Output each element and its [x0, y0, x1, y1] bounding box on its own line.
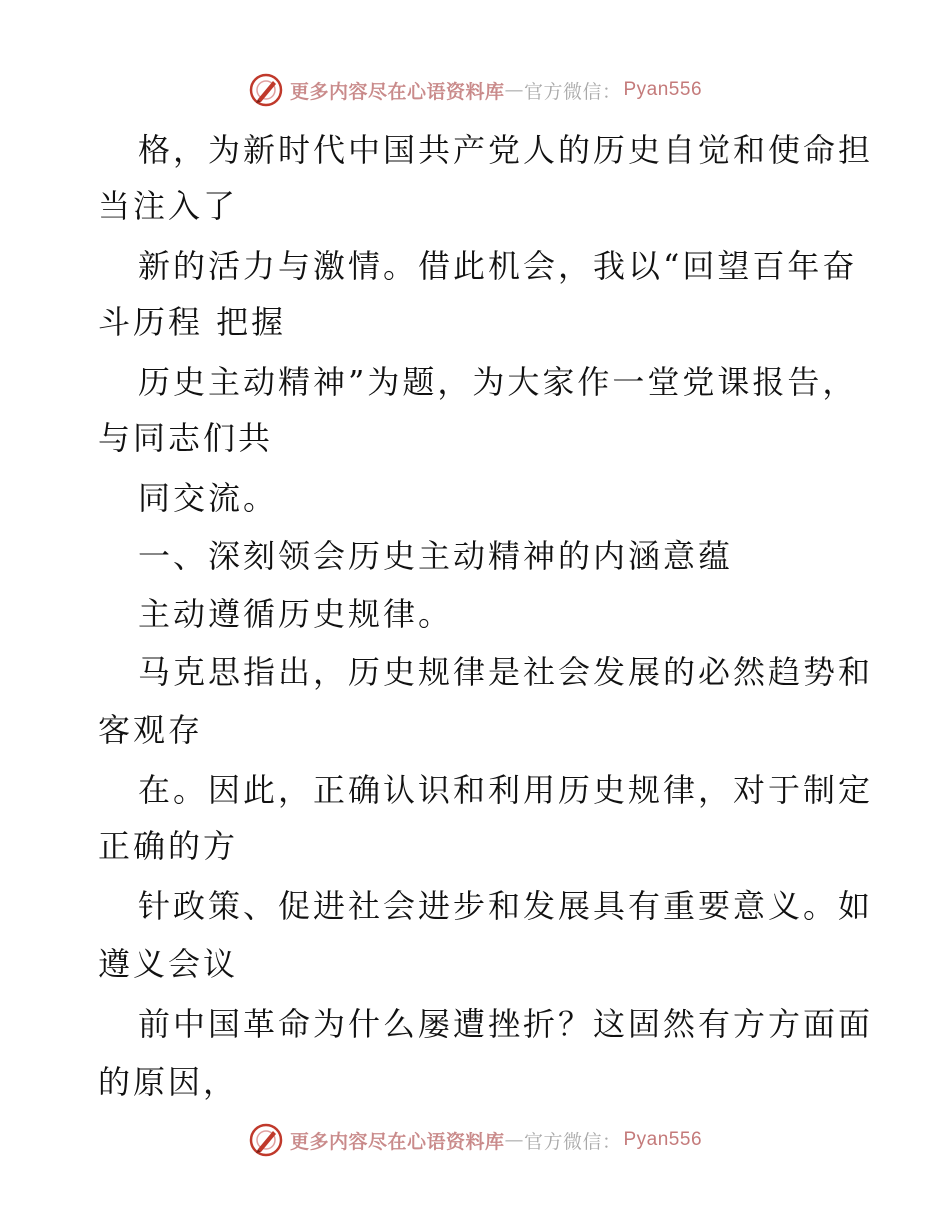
pen-logo-icon [248, 1122, 284, 1158]
text-line: 斗历程 把握 [98, 303, 287, 341]
text-line: 当注入了 [98, 187, 239, 225]
text-line: 新的活力与激情。借此机会，我以“回望百年奋 [138, 247, 858, 285]
text-line: 前中国革命为什么屡遭挫折？这固然有方方面面 [138, 1005, 874, 1043]
text-line: 格，为新时代中国共产党人的历史自觉和使命担 [138, 131, 874, 169]
text-line: 正确的方 [98, 827, 239, 865]
text-line: 客观存 [98, 711, 204, 749]
watermark-dash: — [504, 1129, 524, 1151]
watermark-main-text: 更多内容尽在心语资料库 [289, 1130, 505, 1153]
watermark-wechat-id: Pyan556 [623, 79, 703, 100]
watermark-label: 官方微信： [523, 1130, 622, 1153]
text-line: 历史主动精神”为题，为大家作一堂党课报告， [138, 363, 858, 401]
pen-logo-icon [248, 72, 284, 108]
text-line: 遵义会议 [98, 945, 239, 983]
text-line: 马克思指出，历史规律是社会发展的必然趋势和 [138, 653, 874, 691]
text-line: 主动遵循历史规律。 [138, 595, 454, 633]
text-line: 在。因此，正确认识和利用历史规律，对于制定 [138, 771, 874, 809]
watermark-main-text: 更多内容尽在心语资料库 [289, 80, 505, 103]
text-line: 针政策、促进社会进步和发展具有重要意义。如 [138, 887, 874, 925]
section-heading: 一、深刻领会历史主动精神的内涵意蕴 [138, 537, 734, 575]
text-line: 与同志们共 [98, 419, 274, 457]
text-line: 的原因， [98, 1063, 239, 1101]
footer-watermark [0, 1120, 950, 1160]
watermark-dash: — [504, 79, 524, 101]
header-watermark [0, 70, 950, 110]
watermark-label: 官方微信： [523, 80, 622, 103]
text-line: 同交流。 [138, 479, 279, 517]
watermark-wechat-id: Pyan556 [623, 1129, 703, 1150]
